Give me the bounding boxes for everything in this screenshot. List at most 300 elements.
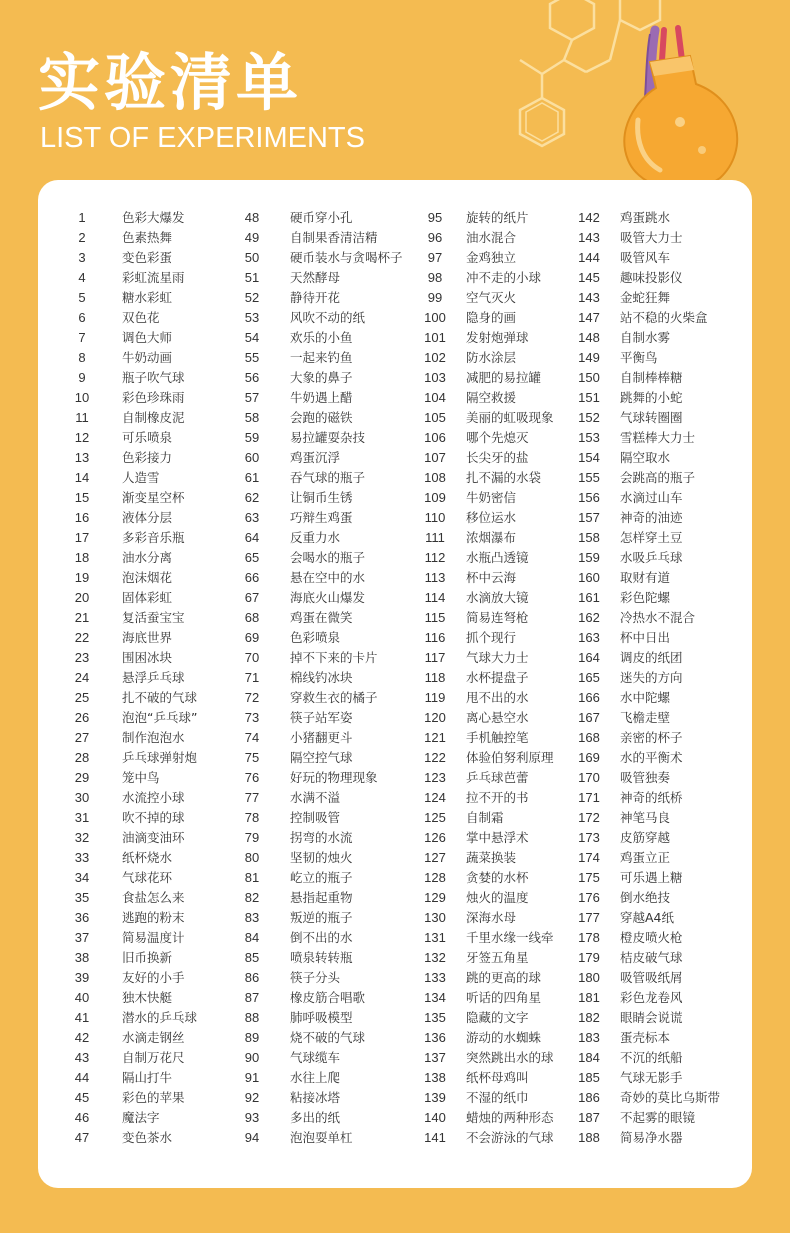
experiment-name: 变色茶水 bbox=[122, 1130, 173, 1145]
experiment-name: 色彩喷泉 bbox=[290, 630, 341, 645]
experiment-number: 65 bbox=[244, 550, 260, 565]
experiment-number: 126 bbox=[424, 830, 446, 845]
experiment-number: 90 bbox=[244, 1050, 260, 1065]
experiment-number: 100 bbox=[424, 310, 446, 325]
experiment-name: 油滴变油环 bbox=[122, 830, 185, 845]
experiment-name: 哪个先熄灭 bbox=[466, 430, 529, 445]
experiment-number: 164 bbox=[578, 650, 600, 665]
experiment-number: 41 bbox=[74, 1010, 90, 1025]
experiment-name: 迷失的方向 bbox=[620, 670, 683, 685]
experiment-item bbox=[572, 568, 720, 588]
experiment-name: 游动的水蜘蛛 bbox=[466, 1030, 542, 1045]
experiment-item bbox=[68, 1128, 197, 1148]
experiment-name: 浓烟瀑布 bbox=[466, 530, 517, 545]
experiment-item bbox=[68, 548, 197, 568]
experiment-number: 81 bbox=[244, 870, 260, 885]
experiment-name: 静待开花 bbox=[290, 290, 341, 305]
experiment-number: 31 bbox=[74, 810, 90, 825]
experiment-name: 复活蚕宝宝 bbox=[122, 610, 185, 625]
experiment-item bbox=[418, 248, 554, 268]
experiment-item bbox=[418, 948, 554, 968]
experiment-item bbox=[572, 1108, 720, 1128]
experiment-item bbox=[418, 808, 554, 828]
experiment-number: 68 bbox=[244, 610, 260, 625]
experiment-name: 水的平衡术 bbox=[620, 750, 683, 765]
experiment-item bbox=[68, 508, 197, 528]
experiment-number: 134 bbox=[424, 990, 446, 1005]
experiment-item bbox=[68, 948, 197, 968]
experiment-name: 旧币换新 bbox=[122, 950, 173, 965]
experiment-number: 10 bbox=[74, 390, 90, 405]
experiment-name: 让铜币生锈 bbox=[290, 490, 353, 505]
experiment-name: 桔皮破气球 bbox=[620, 950, 683, 965]
experiment-item bbox=[418, 328, 554, 348]
experiment-number: 143 bbox=[578, 290, 600, 305]
experiment-number: 122 bbox=[424, 750, 446, 765]
experiment-item bbox=[418, 628, 554, 648]
experiment-item bbox=[572, 688, 720, 708]
experiment-number: 99 bbox=[427, 290, 443, 305]
experiment-name: 离心悬空水 bbox=[466, 710, 529, 725]
experiment-number: 52 bbox=[244, 290, 260, 305]
experiment-name: 食盐怎么来 bbox=[122, 890, 185, 905]
experiment-number: 33 bbox=[74, 850, 90, 865]
experiment-number: 19 bbox=[74, 570, 90, 585]
experiment-name: 会跑的磁铁 bbox=[290, 410, 353, 425]
experiment-item bbox=[240, 868, 403, 888]
experiment-name: 隔山打牛 bbox=[122, 1070, 173, 1085]
experiment-name: 自制果香清洁精 bbox=[290, 230, 378, 245]
experiment-name: 液体分层 bbox=[122, 510, 173, 525]
experiment-name: 鸡蛋跳水 bbox=[620, 210, 671, 225]
experiment-name: 悬在空中的水 bbox=[290, 570, 366, 585]
experiment-number: 110 bbox=[424, 510, 446, 525]
experiment-item bbox=[418, 908, 554, 928]
experiment-item bbox=[68, 1008, 197, 1028]
experiment-item bbox=[572, 628, 720, 648]
experiment-name: 隔空救援 bbox=[466, 390, 517, 405]
experiment-number: 4 bbox=[78, 270, 86, 285]
experiment-item bbox=[418, 608, 554, 628]
experiment-item bbox=[572, 708, 720, 728]
experiment-name: 简易温度计 bbox=[122, 930, 185, 945]
experiment-number: 20 bbox=[74, 590, 90, 605]
experiment-item bbox=[418, 208, 554, 228]
experiment-item bbox=[418, 448, 554, 468]
experiment-number: 3 bbox=[78, 250, 86, 265]
experiment-name: 掌中悬浮术 bbox=[466, 830, 529, 845]
experiment-name: 金鸡独立 bbox=[466, 250, 517, 265]
experiment-name: 亲密的杯子 bbox=[620, 730, 683, 745]
experiment-number: 57 bbox=[244, 390, 260, 405]
experiment-name: 彩色龙卷风 bbox=[620, 990, 683, 1005]
experiment-item bbox=[68, 388, 197, 408]
experiment-name: 棉线钓冰块 bbox=[290, 670, 353, 685]
experiment-item bbox=[572, 848, 720, 868]
experiment-name: 可乐遇上糖 bbox=[620, 870, 683, 885]
experiment-name: 橙皮喷火枪 bbox=[620, 930, 683, 945]
experiment-number: 165 bbox=[578, 670, 600, 685]
experiment-item bbox=[240, 1008, 403, 1028]
experiment-name: 鸡蛋沉浮 bbox=[290, 450, 341, 465]
experiment-item bbox=[68, 528, 197, 548]
experiment-name: 听话的四角星 bbox=[466, 990, 542, 1005]
experiment-number: 180 bbox=[578, 970, 600, 985]
experiment-item bbox=[572, 528, 720, 548]
experiment-item bbox=[572, 588, 720, 608]
experiment-item bbox=[418, 488, 554, 508]
experiment-number: 127 bbox=[424, 850, 446, 865]
experiment-number: 160 bbox=[578, 570, 600, 585]
experiment-number: 174 bbox=[578, 850, 600, 865]
experiment-name: 倒不出的水 bbox=[290, 930, 353, 945]
experiment-number: 112 bbox=[424, 550, 446, 565]
experiment-item bbox=[68, 268, 197, 288]
experiment-number: 59 bbox=[244, 430, 260, 445]
experiment-number: 85 bbox=[244, 950, 260, 965]
experiment-name: 气球大力士 bbox=[466, 650, 529, 665]
experiment-name: 欢乐的小鱼 bbox=[290, 330, 353, 345]
experiment-name: 吹不掉的球 bbox=[122, 810, 185, 825]
experiment-item bbox=[572, 388, 720, 408]
experiment-number: 136 bbox=[424, 1030, 446, 1045]
experiment-item bbox=[418, 1088, 554, 1108]
experiment-item bbox=[572, 488, 720, 508]
experiment-item bbox=[240, 608, 403, 628]
experiment-number: 104 bbox=[424, 390, 446, 405]
experiment-number: 70 bbox=[244, 650, 260, 665]
experiment-number: 129 bbox=[424, 890, 446, 905]
experiment-name: 牛奶遇上醋 bbox=[290, 390, 353, 405]
experiment-item bbox=[572, 248, 720, 268]
experiment-item bbox=[240, 748, 403, 768]
experiment-item bbox=[418, 688, 554, 708]
experiment-number: 55 bbox=[244, 350, 260, 365]
experiment-number: 143 bbox=[578, 230, 600, 245]
experiment-item bbox=[572, 448, 720, 468]
experiment-name: 牛奶动画 bbox=[122, 350, 173, 365]
experiment-item bbox=[418, 748, 554, 768]
experiment-name: 鸡蛋立正 bbox=[620, 850, 671, 865]
experiment-number: 137 bbox=[424, 1050, 446, 1065]
experiment-name: 自制水雾 bbox=[620, 330, 671, 345]
experiment-item bbox=[68, 788, 197, 808]
experiment-item bbox=[418, 728, 554, 748]
experiment-item bbox=[418, 708, 554, 728]
experiment-number: 49 bbox=[244, 230, 260, 245]
experiment-item bbox=[68, 308, 197, 328]
experiment-name: 杯中云海 bbox=[466, 570, 517, 585]
experiment-item bbox=[240, 1048, 403, 1068]
experiment-item bbox=[240, 448, 403, 468]
experiment-name: 色彩大爆发 bbox=[122, 210, 185, 225]
experiment-number: 102 bbox=[424, 350, 446, 365]
experiment-number: 115 bbox=[424, 610, 446, 625]
experiment-name: 筷子站军姿 bbox=[290, 710, 353, 725]
experiment-number: 28 bbox=[74, 750, 90, 765]
experiment-item bbox=[240, 568, 403, 588]
experiment-name: 多出的纸 bbox=[290, 1110, 341, 1125]
experiment-item bbox=[572, 728, 720, 748]
experiment-number: 188 bbox=[578, 1130, 600, 1145]
experiment-number: 18 bbox=[74, 550, 90, 565]
experiment-name: 瓶子吹气球 bbox=[122, 370, 185, 385]
experiment-number: 161 bbox=[578, 590, 600, 605]
experiment-number: 155 bbox=[578, 470, 600, 485]
experiment-item bbox=[68, 668, 197, 688]
experiment-item bbox=[68, 768, 197, 788]
experiment-item bbox=[572, 868, 720, 888]
experiment-number: 93 bbox=[244, 1110, 260, 1125]
experiment-item bbox=[68, 368, 197, 388]
experiment-item bbox=[418, 528, 554, 548]
experiment-number: 177 bbox=[578, 910, 600, 925]
experiment-number: 75 bbox=[244, 750, 260, 765]
experiment-number: 48 bbox=[244, 210, 260, 225]
experiment-name: 彩虹流星雨 bbox=[122, 270, 185, 285]
experiment-name: 橡皮筋合唱歌 bbox=[290, 990, 366, 1005]
experiment-name: 调色大师 bbox=[122, 330, 173, 345]
experiment-number: 5 bbox=[78, 290, 86, 305]
experiment-name: 彩色陀螺 bbox=[620, 590, 671, 605]
experiment-name: 水流控小球 bbox=[122, 790, 185, 805]
experiment-item bbox=[68, 908, 197, 928]
experiment-item bbox=[418, 348, 554, 368]
experiment-number: 95 bbox=[427, 210, 443, 225]
experiment-number: 133 bbox=[424, 970, 446, 985]
experiment-name: 神奇的油迹 bbox=[620, 510, 683, 525]
experiment-item bbox=[240, 388, 403, 408]
experiment-name: 气球花环 bbox=[122, 870, 173, 885]
experiment-item bbox=[68, 808, 197, 828]
experiment-item bbox=[572, 648, 720, 668]
experiment-item bbox=[418, 408, 554, 428]
experiment-item bbox=[572, 468, 720, 488]
experiment-item bbox=[572, 968, 720, 988]
experiment-number: 145 bbox=[578, 270, 600, 285]
experiment-item bbox=[68, 728, 197, 748]
experiment-item bbox=[240, 488, 403, 508]
experiment-name: 会喝水的瓶子 bbox=[290, 550, 366, 565]
header-decoration bbox=[450, 0, 790, 200]
experiment-name: 水杯提盘子 bbox=[466, 670, 529, 685]
experiment-number: 87 bbox=[244, 990, 260, 1005]
experiment-name: 金蛇狂舞 bbox=[620, 290, 671, 305]
experiment-name: 围困冰块 bbox=[122, 650, 173, 665]
experiment-item bbox=[68, 288, 197, 308]
experiment-number: 123 bbox=[424, 770, 446, 785]
experiment-number: 39 bbox=[74, 970, 90, 985]
experiment-name: 飞檐走壁 bbox=[620, 710, 671, 725]
experiment-number: 105 bbox=[424, 410, 446, 425]
experiment-item bbox=[240, 688, 403, 708]
experiment-item bbox=[68, 488, 197, 508]
experiment-item bbox=[240, 928, 403, 948]
experiment-item bbox=[418, 1128, 554, 1148]
experiment-number: 103 bbox=[424, 370, 446, 385]
experiment-item bbox=[418, 828, 554, 848]
experiment-item bbox=[240, 808, 403, 828]
experiment-name: 水吸乒乓球 bbox=[620, 550, 683, 565]
experiment-number: 128 bbox=[424, 870, 446, 885]
experiment-item bbox=[572, 328, 720, 348]
experiment-item bbox=[418, 508, 554, 528]
experiment-number: 92 bbox=[244, 1090, 260, 1105]
experiment-item bbox=[240, 788, 403, 808]
experiment-number: 79 bbox=[244, 830, 260, 845]
experiment-name: 水满不溢 bbox=[290, 790, 341, 805]
experiment-number: 150 bbox=[578, 370, 600, 385]
experiment-list-card bbox=[38, 180, 752, 1188]
experiment-number: 60 bbox=[244, 450, 260, 465]
experiment-name: 小猪翻更斗 bbox=[290, 730, 353, 745]
experiment-number: 66 bbox=[244, 570, 260, 585]
experiment-name: 大象的鼻子 bbox=[290, 370, 353, 385]
experiment-name: 喷泉转转瓶 bbox=[290, 950, 353, 965]
experiment-number: 170 bbox=[578, 770, 600, 785]
experiment-name: 烛火的温度 bbox=[466, 890, 529, 905]
experiment-name: 海底火山爆发 bbox=[290, 590, 366, 605]
experiment-number: 24 bbox=[74, 670, 90, 685]
experiment-name: 平衡鸟 bbox=[620, 350, 658, 365]
experiment-name: 拉不开的书 bbox=[466, 790, 529, 805]
experiment-name: 扎不漏的水袋 bbox=[466, 470, 542, 485]
experiment-item bbox=[240, 888, 403, 908]
experiment-name: 烧不破的气球 bbox=[290, 1030, 366, 1045]
experiment-number: 88 bbox=[244, 1010, 260, 1025]
experiment-name: 调皮的纸团 bbox=[620, 650, 683, 665]
experiment-name: 巧辩生鸡蛋 bbox=[290, 510, 353, 525]
experiment-name: 移位运水 bbox=[466, 510, 517, 525]
experiment-item bbox=[68, 348, 197, 368]
experiment-number: 25 bbox=[74, 690, 90, 705]
experiment-item bbox=[68, 1088, 197, 1108]
experiment-number: 166 bbox=[578, 690, 600, 705]
experiment-name: 纸杯烧水 bbox=[122, 850, 173, 865]
experiment-number: 50 bbox=[244, 250, 260, 265]
experiment-item bbox=[240, 228, 403, 248]
experiment-item bbox=[572, 268, 720, 288]
experiment-number: 38 bbox=[74, 950, 90, 965]
experiment-item bbox=[68, 968, 197, 988]
experiment-item bbox=[572, 928, 720, 948]
experiment-item bbox=[418, 288, 554, 308]
experiment-number: 26 bbox=[74, 710, 90, 725]
experiment-name: 抓个现行 bbox=[466, 630, 517, 645]
experiment-number: 89 bbox=[244, 1030, 260, 1045]
experiment-item bbox=[68, 1108, 197, 1128]
experiment-number: 76 bbox=[244, 770, 260, 785]
experiment-item bbox=[240, 1088, 403, 1108]
experiment-name: 不起雾的眼镜 bbox=[620, 1110, 696, 1125]
experiment-item bbox=[418, 568, 554, 588]
experiment-name: 硬币穿小孔 bbox=[290, 210, 353, 225]
experiment-name: 油水混合 bbox=[466, 230, 517, 245]
experiment-item bbox=[240, 628, 403, 648]
experiment-item bbox=[572, 428, 720, 448]
experiment-number: 175 bbox=[578, 870, 600, 885]
experiment-name: 气球转圈圈 bbox=[620, 410, 683, 425]
experiment-number: 83 bbox=[244, 910, 260, 925]
experiment-name: 怎样穿土豆 bbox=[620, 530, 683, 545]
experiment-number: 139 bbox=[424, 1090, 446, 1105]
experiment-name: 吸管独奏 bbox=[620, 770, 671, 785]
experiment-item bbox=[418, 848, 554, 868]
experiment-number: 64 bbox=[244, 530, 260, 545]
experiment-name: 鸡蛋在微笑 bbox=[290, 610, 353, 625]
experiment-name: 蔬菜换装 bbox=[466, 850, 517, 865]
experiment-number: 43 bbox=[74, 1050, 90, 1065]
experiment-name: 穿越A4纸 bbox=[620, 910, 675, 925]
experiment-number: 141 bbox=[424, 1130, 446, 1145]
experiment-name: 蜡烛的两种形态 bbox=[466, 1110, 554, 1125]
experiment-number: 69 bbox=[244, 630, 260, 645]
experiment-number: 181 bbox=[578, 990, 600, 1005]
experiment-name: 制作泡泡水 bbox=[122, 730, 185, 745]
experiment-number: 142 bbox=[578, 210, 600, 225]
experiment-name: 神笔马良 bbox=[620, 810, 671, 825]
experiment-number: 8 bbox=[78, 350, 86, 365]
experiment-number: 54 bbox=[244, 330, 260, 345]
experiment-number: 94 bbox=[244, 1130, 260, 1145]
experiment-name: 悬指起重物 bbox=[290, 890, 353, 905]
experiment-item bbox=[240, 548, 403, 568]
experiment-number: 44 bbox=[74, 1070, 90, 1085]
experiment-number: 77 bbox=[244, 790, 260, 805]
experiment-number: 169 bbox=[578, 750, 600, 765]
experiment-item bbox=[240, 348, 403, 368]
experiment-item bbox=[68, 928, 197, 948]
experiment-item bbox=[572, 1128, 720, 1148]
experiment-name: 吸管风车 bbox=[620, 250, 671, 265]
experiment-number: 58 bbox=[244, 410, 260, 425]
experiment-number: 152 bbox=[578, 410, 600, 425]
experiment-item bbox=[572, 1068, 720, 1088]
experiment-number: 37 bbox=[74, 930, 90, 945]
experiment-number: 51 bbox=[244, 270, 260, 285]
experiment-item bbox=[68, 468, 197, 488]
experiment-name: 自制万花尺 bbox=[122, 1050, 185, 1065]
experiment-item bbox=[418, 428, 554, 448]
experiment-column-3 bbox=[418, 208, 554, 1148]
experiment-name: 水瓶凸透镜 bbox=[466, 550, 529, 565]
experiment-number: 46 bbox=[74, 1110, 90, 1125]
experiment-number: 140 bbox=[424, 1110, 446, 1125]
experiment-item bbox=[418, 768, 554, 788]
experiment-name: 穿救生衣的橘子 bbox=[290, 690, 378, 705]
experiment-name: 简易连弩枪 bbox=[466, 610, 529, 625]
experiment-item bbox=[418, 1048, 554, 1068]
experiment-item bbox=[68, 328, 197, 348]
experiment-name: 自制霜 bbox=[466, 810, 504, 825]
experiment-name: 倒水绝技 bbox=[620, 890, 671, 905]
experiment-item bbox=[418, 268, 554, 288]
experiment-item bbox=[240, 768, 403, 788]
experiment-item bbox=[240, 648, 403, 668]
experiment-number: 34 bbox=[74, 870, 90, 885]
experiment-name: 油水分离 bbox=[122, 550, 173, 565]
experiment-item bbox=[572, 988, 720, 1008]
experiment-name: 冲不走的小球 bbox=[466, 270, 542, 285]
experiment-number: 72 bbox=[244, 690, 260, 705]
experiment-number: 91 bbox=[244, 1070, 260, 1085]
experiment-item bbox=[240, 828, 403, 848]
experiment-item bbox=[418, 308, 554, 328]
experiment-number: 12 bbox=[74, 430, 90, 445]
experiment-name: 水滴过山车 bbox=[620, 490, 683, 505]
experiment-item bbox=[572, 808, 720, 828]
experiment-number: 184 bbox=[578, 1050, 600, 1065]
